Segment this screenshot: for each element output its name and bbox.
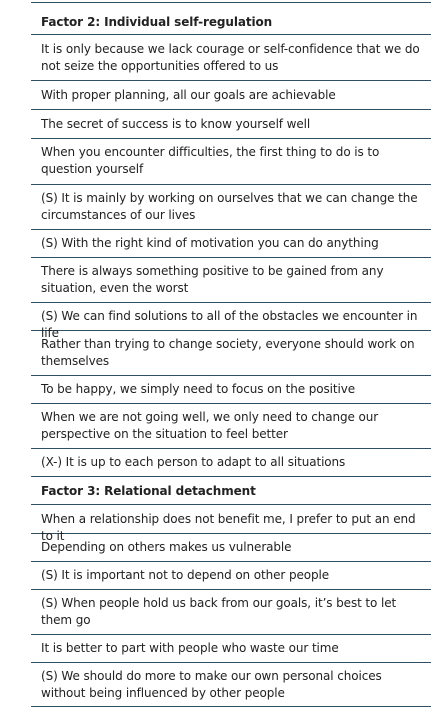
item-text: (S) We can find solutions to all of the obstacles we encounter in life bbox=[41, 309, 418, 340]
item-text: Depending on others makes us vulnerable bbox=[41, 540, 292, 554]
item-text: When you encounter difficulties, the first thing to do is to question yourself bbox=[41, 145, 380, 176]
table-row bbox=[31, 110, 431, 139]
item-text: There is always something positive to be gained from any situation, even the worst bbox=[41, 264, 384, 295]
item-text: With proper planning, all our goals are achievable bbox=[41, 88, 336, 102]
table-row bbox=[31, 35, 431, 81]
table-row bbox=[31, 404, 431, 449]
item-text: (S) It is important not to depend on other people bbox=[41, 568, 330, 582]
table-row bbox=[31, 663, 431, 707]
item-text: When we are not going well, we only need to change our perspective on the situation to feel better bbox=[41, 410, 379, 441]
factor2-header-row bbox=[31, 5, 431, 35]
table-row bbox=[31, 230, 431, 258]
table-row bbox=[31, 590, 431, 635]
cut-off-previous-row bbox=[31, 0, 431, 3]
table-row bbox=[31, 81, 431, 110]
item-text: (X-) It is up to each person to adapt to all situations bbox=[41, 455, 346, 469]
table-row bbox=[31, 258, 431, 303]
table-row bbox=[31, 562, 431, 590]
item-text: Rather than trying to change society, everyone should work on themselves bbox=[41, 337, 415, 368]
table-row bbox=[31, 534, 431, 562]
item-text: (S) When people hold us back from our goals, it’s best to let them go bbox=[41, 596, 397, 627]
table-row bbox=[31, 303, 431, 340]
item-text: It is only because we lack courage or self-confidence that we do not seize the opportunities offered to us bbox=[41, 42, 420, 73]
factor2-title: Factor 2: Individual self-regulation bbox=[41, 15, 273, 29]
item-text: (S) We should do more to make our own personal choices without being influenced by other people bbox=[41, 669, 382, 700]
table-row bbox=[31, 635, 431, 663]
table-row bbox=[31, 376, 431, 404]
factor3-title: Factor 3: Relational detachment bbox=[41, 484, 256, 498]
item-text: (S) It is mainly by working on ourselves that we can change the circumstances of our lives bbox=[41, 191, 418, 222]
table-row bbox=[31, 505, 431, 543]
table-row bbox=[31, 449, 431, 477]
item-text: It is better to part with people who waste our time bbox=[41, 641, 339, 655]
item-text: (S) With the right kind of motivation you can do anything bbox=[41, 236, 379, 250]
factor3-header-row bbox=[31, 477, 431, 505]
table-row bbox=[31, 331, 431, 376]
table-row bbox=[31, 185, 431, 230]
item-text: The secret of success is to know yourself well bbox=[41, 117, 311, 131]
item-text: To be happy, we simply need to focus on the positive bbox=[41, 382, 355, 396]
table-row bbox=[31, 139, 431, 185]
item-text: When a relationship does not benefit me, I prefer to put an end to it bbox=[41, 512, 416, 543]
